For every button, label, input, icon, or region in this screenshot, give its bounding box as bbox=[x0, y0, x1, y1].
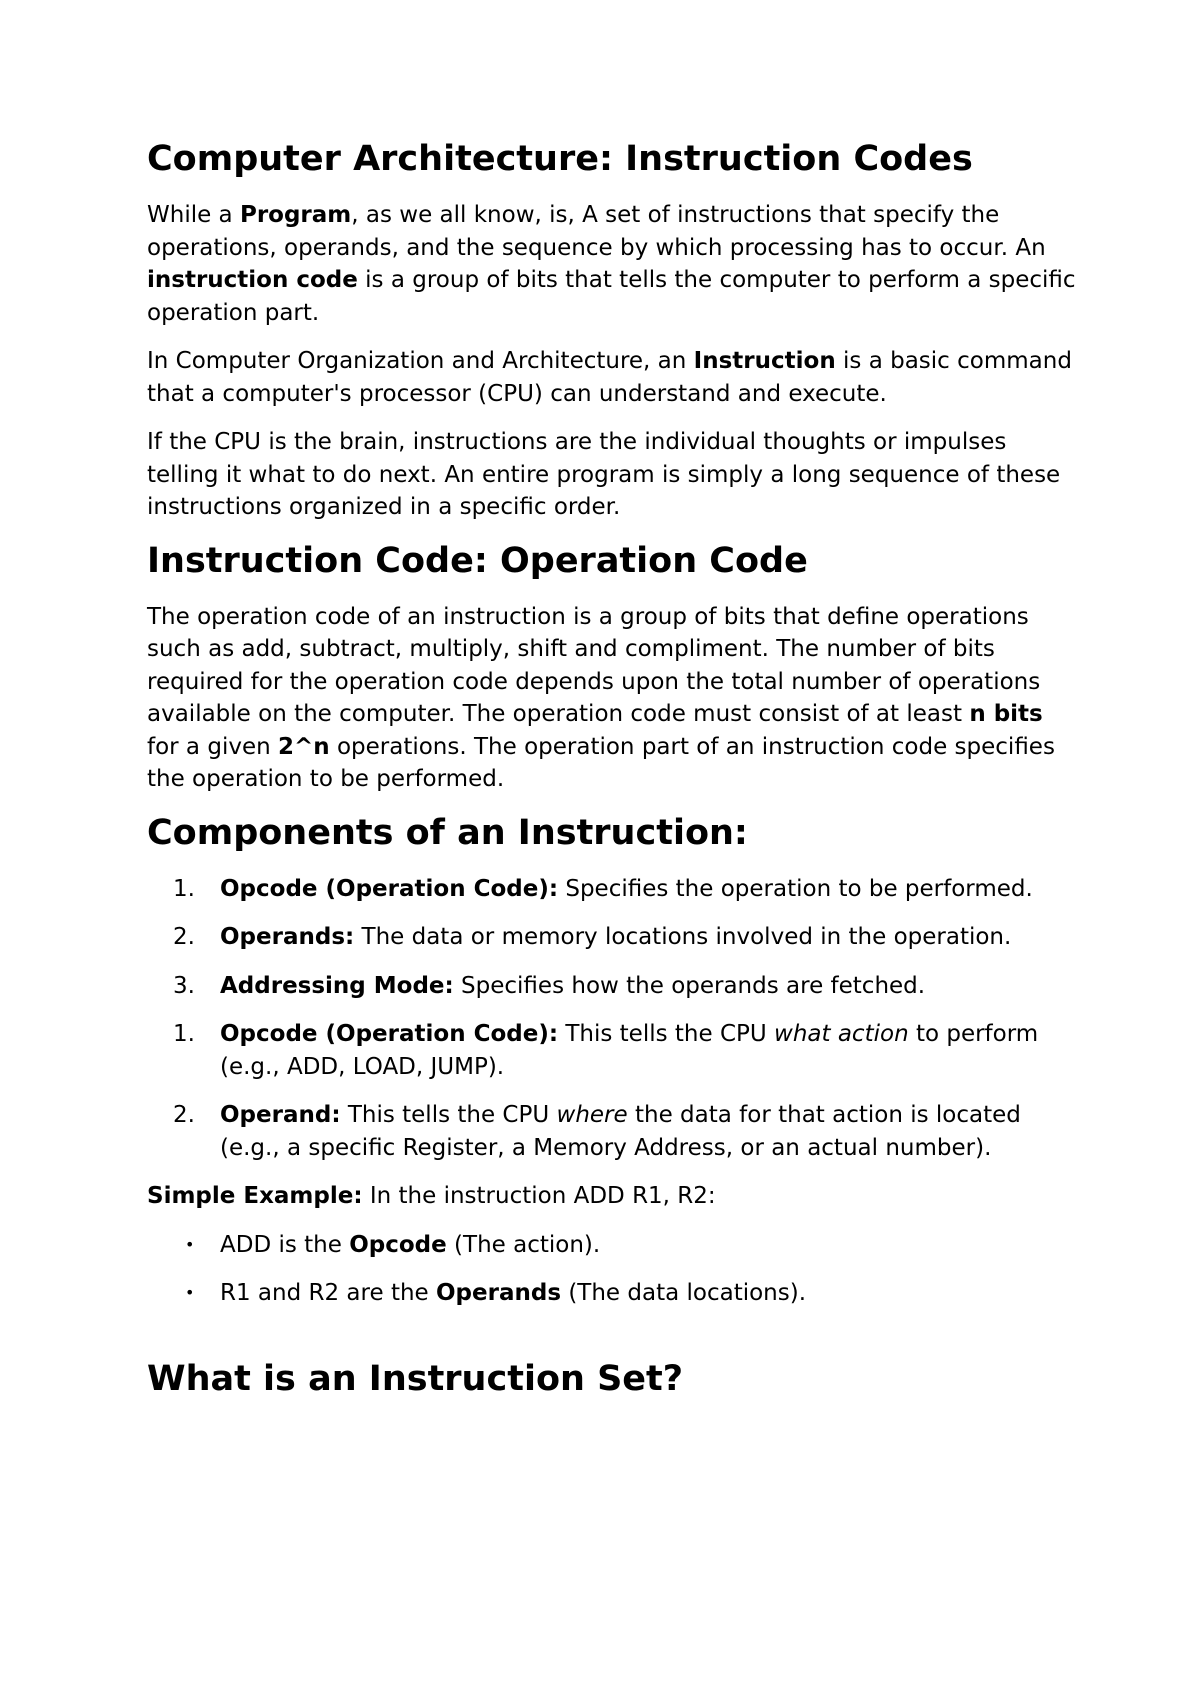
text-run: In Computer Organization and Architecture, an bbox=[147, 348, 694, 374]
text-run: operations. The operation part of an instruction code specifies the operation to be performed. bbox=[147, 733, 1055, 792]
text-run: , as we all know, is, A set of instructions that specify the operations, operands, and the sequence by which processing has to occur. An bbox=[147, 202, 1046, 261]
text-run: (The action). bbox=[446, 1231, 601, 1258]
list-item-label: Opcode (Operation Code): bbox=[220, 875, 559, 902]
bold-n-bits: n bits bbox=[969, 701, 1043, 727]
list-item-text: This tells the CPU bbox=[558, 1021, 775, 1047]
document-page bbox=[147, 138, 1077, 1419]
list-item-text: The data or memory locations involved in the operation. bbox=[354, 924, 1012, 950]
opcode-paragraph bbox=[147, 601, 1077, 796]
bullet-marker: • bbox=[185, 1234, 195, 1254]
italic-emphasis: what action bbox=[774, 1021, 909, 1047]
intro-paragraph-2 bbox=[147, 345, 1077, 410]
components-list-2 bbox=[147, 1018, 1077, 1164]
list-item-label: Opcode (Operation Code): bbox=[220, 1021, 559, 1047]
list-marker: 2. bbox=[173, 924, 195, 950]
intro-paragraph-3: If the CPU is the brain, instructions are the individual thoughts or impulses telling it what to do next. An entire program is simply a long sequence of these instructions organized in a specific order. bbox=[147, 429, 1061, 520]
list-item-text: Specifies how the operands are fetched. bbox=[453, 972, 926, 999]
list-item-text: the data for that action is located (e.g., a specific Register, a Memory Address, or an actual number). bbox=[220, 1102, 1021, 1161]
bullet-item bbox=[147, 1229, 1077, 1262]
list-marker: 1. bbox=[173, 1021, 195, 1047]
intro-paragraph-1 bbox=[147, 199, 1077, 329]
bold-instruction: Instruction bbox=[693, 348, 836, 374]
bold-term: Opcode bbox=[349, 1231, 447, 1258]
simple-example-label: Simple Example: bbox=[147, 1183, 363, 1209]
list-marker: 3. bbox=[173, 972, 195, 999]
list-item bbox=[147, 970, 1077, 1003]
section-spacer bbox=[147, 1326, 1077, 1358]
bullet-item bbox=[147, 1277, 1077, 1310]
list-item-text: to perform (e.g., ADD, LOAD, JUMP). bbox=[220, 1021, 1039, 1080]
list-marker: 1. bbox=[173, 875, 195, 902]
list-item-label: Operand: bbox=[220, 1102, 341, 1128]
list-item bbox=[147, 1018, 1077, 1083]
bold-program: Program bbox=[239, 202, 352, 228]
text-run: for a given bbox=[147, 733, 278, 760]
simple-example-paragraph bbox=[147, 1180, 1077, 1213]
bullet-marker: • bbox=[185, 1283, 195, 1302]
list-item-text: This tells the CPU bbox=[340, 1102, 557, 1128]
text-run: is a basic command that a computer's processor (CPU) can understand and execute. bbox=[147, 348, 1072, 407]
list-item bbox=[147, 1099, 1077, 1164]
text-run: R1 and R2 are the bbox=[220, 1280, 436, 1306]
page-title: Computer Architecture: Instruction Codes bbox=[147, 139, 973, 179]
components-list-1 bbox=[147, 873, 1077, 1003]
text-run: is a group of bits that tells the computer to perform a specific operation part. bbox=[147, 267, 1076, 326]
text-run: (The data locations). bbox=[561, 1280, 807, 1306]
text-run: While a bbox=[147, 202, 240, 228]
text-run: ADD is the bbox=[220, 1231, 350, 1258]
section-heading-instruction-set: What is an Instruction Set? bbox=[147, 1358, 684, 1399]
list-item bbox=[147, 921, 1077, 954]
list-item-label: Operands: bbox=[220, 924, 355, 950]
section-heading-components: Components of an Instruction: bbox=[147, 812, 748, 853]
text-run: In the instruction ADD R1, R2: bbox=[362, 1183, 716, 1209]
section-heading-opcode: Instruction Code: Operation Code bbox=[147, 540, 808, 581]
list-item bbox=[147, 873, 1077, 906]
bold-instruction-code: instruction code bbox=[147, 267, 358, 293]
list-item-label: Addressing Mode: bbox=[220, 972, 454, 999]
text-run: The operation code of an instruction is a group of bits that define operations such as add, subtract, multiply, shift and compliment. The number of bits required for the operation code depends upon the total number of operations available on the computer. The operation code must consist of at least bbox=[147, 603, 1041, 727]
bold-2n: 2^n bbox=[277, 733, 330, 760]
list-marker: 2. bbox=[173, 1102, 195, 1128]
italic-emphasis: where bbox=[556, 1102, 628, 1128]
bold-term: Operands bbox=[436, 1280, 562, 1306]
example-bullet-list bbox=[147, 1229, 1077, 1310]
list-item-text: Specifies the operation to be performed. bbox=[558, 875, 1033, 902]
